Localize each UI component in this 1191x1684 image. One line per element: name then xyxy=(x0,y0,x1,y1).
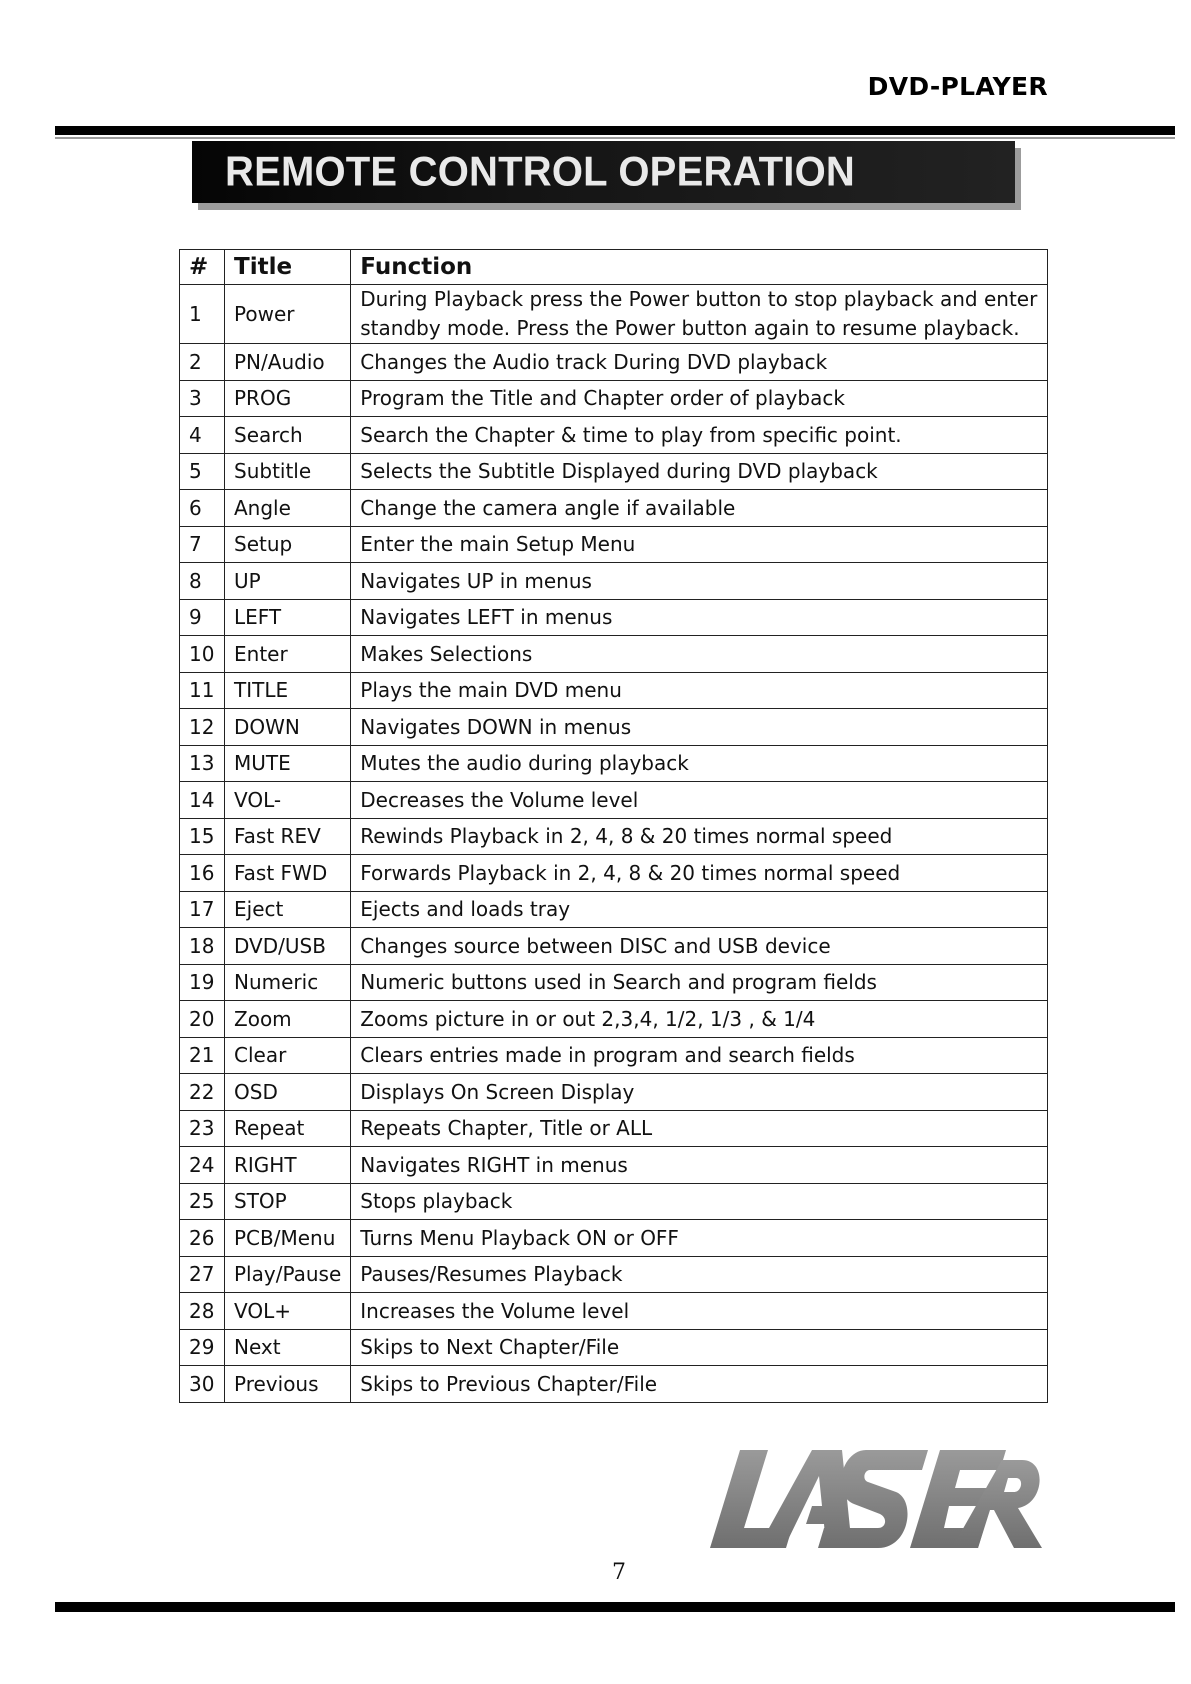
cell-title: Zoom xyxy=(225,1001,351,1038)
cell-number: 30 xyxy=(180,1366,225,1403)
cell-function: Decreases the Volume level xyxy=(351,782,1048,819)
table-row xyxy=(180,417,1048,454)
cell-title: PCB/Menu xyxy=(225,1220,351,1257)
cell-function: Displays On Screen Display xyxy=(351,1074,1048,1111)
cell-number: 17 xyxy=(180,891,225,928)
cell-number: 23 xyxy=(180,1110,225,1147)
cell-function: Skips to Next Chapter/File xyxy=(351,1329,1048,1366)
cell-function: Ejects and loads tray xyxy=(351,891,1048,928)
table-row xyxy=(180,709,1048,746)
cell-title: Numeric xyxy=(225,964,351,1001)
table-row xyxy=(180,563,1048,600)
cell-number: 25 xyxy=(180,1183,225,1220)
cell-function: Plays the main DVD menu xyxy=(351,672,1048,709)
table-row xyxy=(180,1001,1048,1038)
bottom-rule xyxy=(55,1602,1175,1612)
cell-number: 13 xyxy=(180,745,225,782)
cell-function: Mutes the audio during playback xyxy=(351,745,1048,782)
cell-number: 11 xyxy=(180,672,225,709)
table-row xyxy=(180,1329,1048,1366)
cell-number: 9 xyxy=(180,599,225,636)
cell-function: Rewinds Playback in 2, 4, 8 & 20 times normal speed xyxy=(351,818,1048,855)
cell-number: 1 xyxy=(180,285,225,344)
cell-title: Repeat xyxy=(225,1110,351,1147)
cell-function: Numeric buttons used in Search and program fields xyxy=(351,964,1048,1001)
cell-title: UP xyxy=(225,563,351,600)
table-row xyxy=(180,599,1048,636)
cell-function: Clears entries made in program and search fields xyxy=(351,1037,1048,1074)
cell-number: 26 xyxy=(180,1220,225,1257)
page-number: 7 xyxy=(612,1560,626,1585)
cell-title: Power xyxy=(225,285,351,344)
cell-function: Repeats Chapter, Title or ALL xyxy=(351,1110,1048,1147)
section-banner xyxy=(192,141,1015,203)
cell-title: Fast REV xyxy=(225,818,351,855)
cell-title: VOL+ xyxy=(225,1293,351,1330)
cell-title: OSD xyxy=(225,1074,351,1111)
cell-title: PROG xyxy=(225,380,351,417)
cell-title: Eject xyxy=(225,891,351,928)
cell-function: Program the Title and Chapter order of playback xyxy=(351,380,1048,417)
cell-number: 29 xyxy=(180,1329,225,1366)
cell-number: 6 xyxy=(180,490,225,527)
table-row xyxy=(180,1147,1048,1184)
table-row xyxy=(180,1220,1048,1257)
cell-function: Skips to Previous Chapter/File xyxy=(351,1366,1048,1403)
cell-function: Changes the Audio track During DVD playback xyxy=(351,344,1048,381)
cell-title: Clear xyxy=(225,1037,351,1074)
cell-number: 21 xyxy=(180,1037,225,1074)
cell-function: Pauses/Resumes Playback xyxy=(351,1256,1048,1293)
cell-function: Stops playback xyxy=(351,1183,1048,1220)
cell-number: 18 xyxy=(180,928,225,965)
table-row xyxy=(180,1074,1048,1111)
cell-number: 14 xyxy=(180,782,225,819)
table-row xyxy=(180,818,1048,855)
table-row xyxy=(180,928,1048,965)
cell-function: Navigates LEFT in menus xyxy=(351,599,1048,636)
table-row xyxy=(180,453,1048,490)
cell-title: PN/Audio xyxy=(225,344,351,381)
cell-function: Navigates UP in menus xyxy=(351,563,1048,600)
table-row xyxy=(180,1183,1048,1220)
table-row xyxy=(180,855,1048,892)
table-header-row xyxy=(180,250,1048,285)
cell-title: DVD/USB xyxy=(225,928,351,965)
cell-function: Search the Chapter & time to play from specific point. xyxy=(351,417,1048,454)
cell-title: Fast FWD xyxy=(225,855,351,892)
cell-number: 19 xyxy=(180,964,225,1001)
section-title: REMOTE CONTROL OPERATION xyxy=(225,148,855,195)
cell-function: Makes Selections xyxy=(351,636,1048,673)
table-row xyxy=(180,1293,1048,1330)
column-header-title: Title xyxy=(225,250,351,285)
cell-number: 2 xyxy=(180,344,225,381)
laser-logo-icon xyxy=(700,1440,1048,1570)
cell-function: Changes source between DISC and USB device xyxy=(351,928,1048,965)
cell-number: 22 xyxy=(180,1074,225,1111)
table-row xyxy=(180,636,1048,673)
cell-number: 15 xyxy=(180,818,225,855)
cell-function: Turns Menu Playback ON or OFF xyxy=(351,1220,1048,1257)
table-row xyxy=(180,285,1048,344)
cell-title: Enter xyxy=(225,636,351,673)
column-header-function: Function xyxy=(351,250,1048,285)
cell-function: Navigates DOWN in menus xyxy=(351,709,1048,746)
cell-title: Setup xyxy=(225,526,351,563)
cell-title: Angle xyxy=(225,490,351,527)
cell-function: Change the camera angle if available xyxy=(351,490,1048,527)
cell-function: During Playback press the Power button to stop playback and enter standby mode. Press the Power button again to resume playback. xyxy=(351,285,1048,344)
cell-number: 10 xyxy=(180,636,225,673)
cell-number: 8 xyxy=(180,563,225,600)
cell-number: 4 xyxy=(180,417,225,454)
cell-title: MUTE xyxy=(225,745,351,782)
cell-title: Subtitle xyxy=(225,453,351,490)
header-title: DVD-PLAYER xyxy=(867,72,1048,101)
cell-title: Search xyxy=(225,417,351,454)
cell-function: Selects the Subtitle Displayed during DVD playback xyxy=(351,453,1048,490)
cell-title: Next xyxy=(225,1329,351,1366)
table-row xyxy=(180,344,1048,381)
table-row xyxy=(180,782,1048,819)
table-row xyxy=(180,1110,1048,1147)
cell-title: TITLE xyxy=(225,672,351,709)
cell-function: Zooms picture in or out 2,3,4, 1/2, 1/3 , & 1/4 xyxy=(351,1001,1048,1038)
table-row xyxy=(180,490,1048,527)
cell-number: 20 xyxy=(180,1001,225,1038)
cell-title: Play/Pause xyxy=(225,1256,351,1293)
table-row xyxy=(180,526,1048,563)
cell-function: Navigates RIGHT in menus xyxy=(351,1147,1048,1184)
cell-number: 7 xyxy=(180,526,225,563)
cell-number: 12 xyxy=(180,709,225,746)
cell-number: 24 xyxy=(180,1147,225,1184)
cell-number: 5 xyxy=(180,453,225,490)
cell-title: Previous xyxy=(225,1366,351,1403)
top-rule xyxy=(55,126,1175,135)
cell-function: Increases the Volume level xyxy=(351,1293,1048,1330)
column-header-number: # xyxy=(180,250,225,285)
table-row xyxy=(180,1037,1048,1074)
cell-title: STOP xyxy=(225,1183,351,1220)
cell-number: 27 xyxy=(180,1256,225,1293)
cell-title: VOL- xyxy=(225,782,351,819)
cell-function: Forwards Playback in 2, 4, 8 & 20 times normal speed xyxy=(351,855,1048,892)
cell-number: 16 xyxy=(180,855,225,892)
cell-number: 28 xyxy=(180,1293,225,1330)
table-row xyxy=(180,1366,1048,1403)
table-row xyxy=(180,1256,1048,1293)
cell-number: 3 xyxy=(180,380,225,417)
table-row xyxy=(180,745,1048,782)
table-row xyxy=(180,964,1048,1001)
table-body xyxy=(180,285,1048,1403)
cell-title: DOWN xyxy=(225,709,351,746)
top-rule-shadow xyxy=(55,137,1175,139)
cell-title: LEFT xyxy=(225,599,351,636)
cell-title: RIGHT xyxy=(225,1147,351,1184)
table-row xyxy=(180,891,1048,928)
remote-control-table xyxy=(179,249,1048,1403)
table-row xyxy=(180,380,1048,417)
cell-function: Enter the main Setup Menu xyxy=(351,526,1048,563)
table-row xyxy=(180,672,1048,709)
